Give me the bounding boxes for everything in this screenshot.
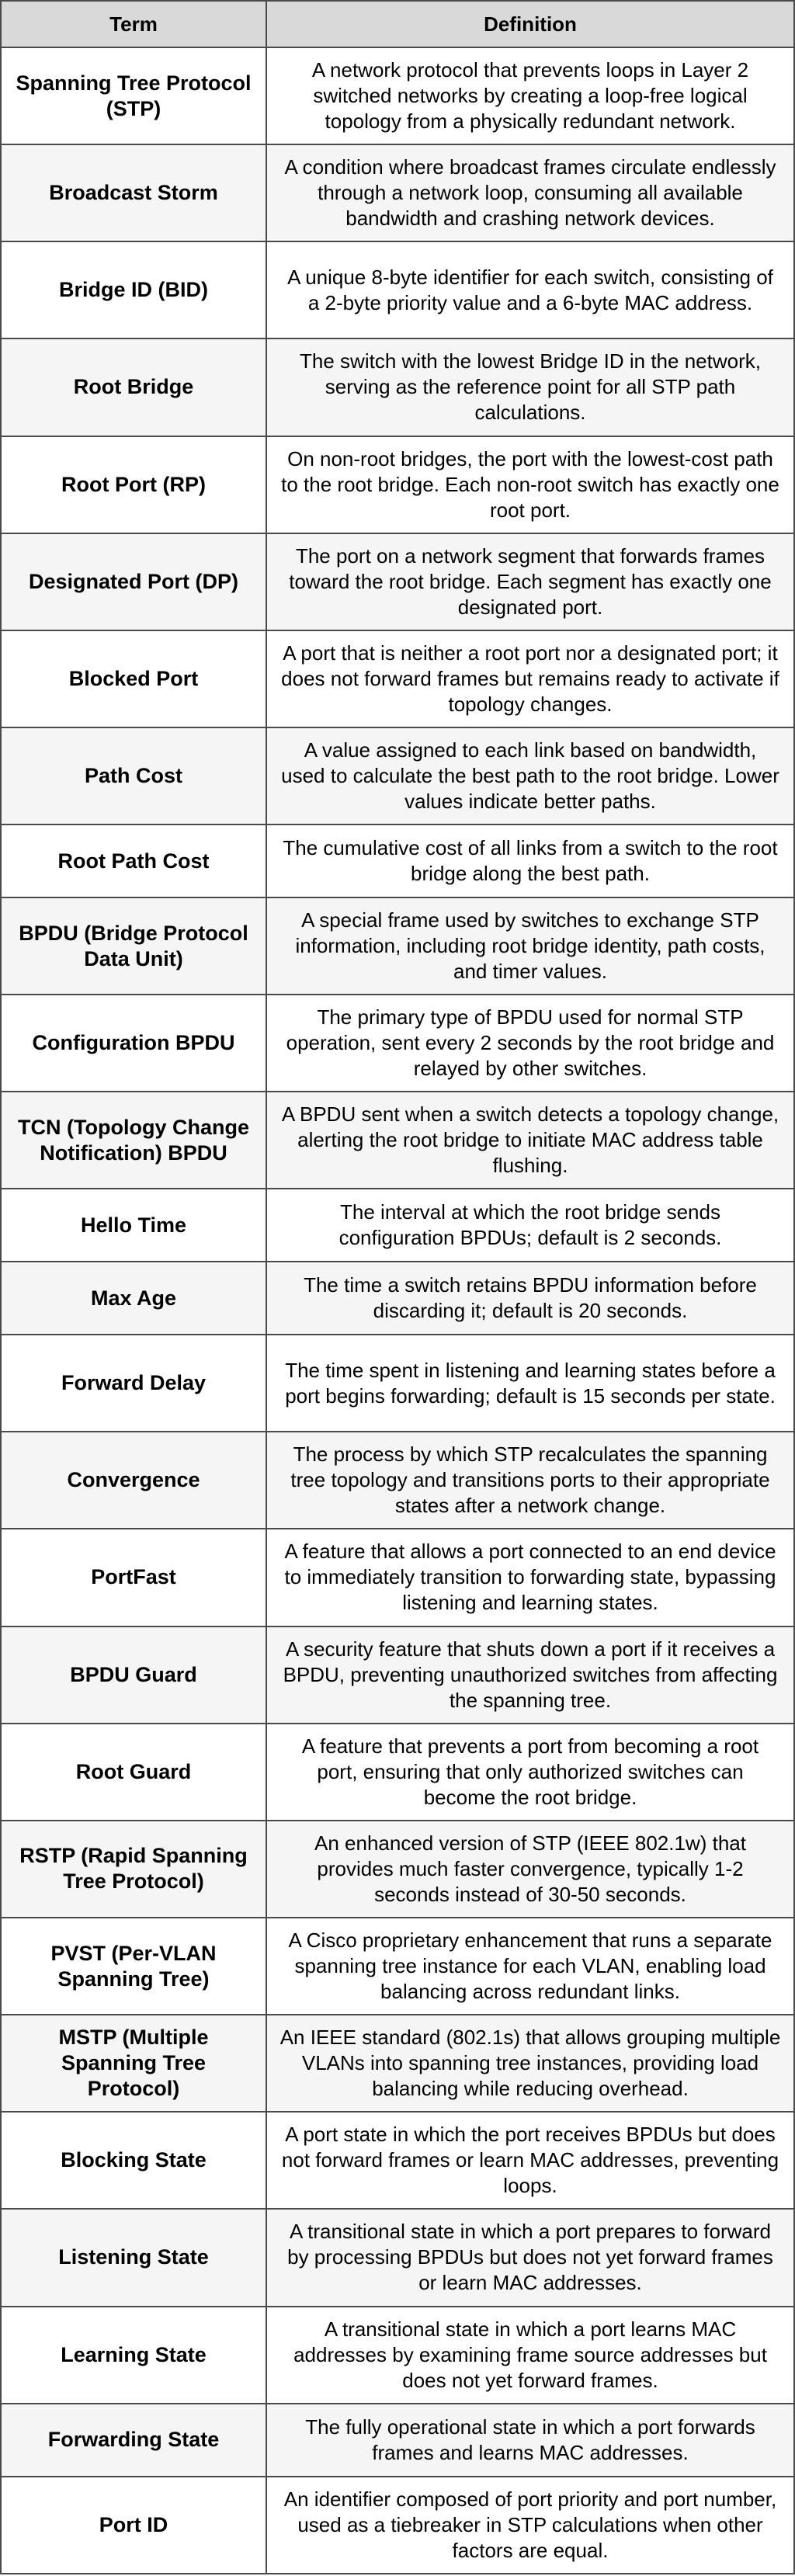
table-row [1,2477,794,2574]
term-cell: Root Path Cost [1,825,266,897]
definition-cell: On non-root bridges, the port with the lowest-cost path to the root bridge. Each non-root switch has exactly one root port. [266,436,794,533]
term-cell: Path Cost [1,727,266,825]
term-cell: PVST (Per-VLAN Spanning Tree) [1,1918,266,2015]
definition-cell: A BPDU sent when a switch detects a topology change, alerting the root bridge to initiate MAC address table flushing. [266,1092,794,1189]
table-row [1,1918,794,2015]
table-row [1,2209,794,2306]
definition-cell: A port state in which the port receives BPDUs but does not forward frames or learn MAC addresses, preventing loops. [266,2112,794,2209]
table-row [1,1724,794,1821]
definition-cell: A network protocol that prevents loops in Layer 2 switched networks by creating a loop-free logical topology from a physically redundant network. [266,47,794,144]
term-cell: RSTP (Rapid Spanning Tree Protocol) [1,1821,266,1918]
table-row [1,533,794,630]
header-row [1,1,794,47]
definition-cell: An IEEE standard (802.1s) that allows grouping multiple VLANs into spanning tree instances, providing load balancing while reducing overhead. [266,2015,794,2112]
definition-cell: A unique 8-byte identifier for each switch, consisting of a 2-byte priority value and a 6-byte MAC address. [266,241,794,338]
table-row [1,630,794,727]
term-column-header: Term [1,1,266,47]
table-body [1,47,794,2574]
term-cell: BPDU Guard [1,1626,266,1724]
term-cell: Configuration BPDU [1,995,266,1092]
definition-cell: A value assigned to each link based on bandwidth, used to calculate the best path to the root bridge. Lower values indicate better paths. [266,727,794,825]
term-cell: Blocked Port [1,630,266,727]
term-cell: Root Bridge [1,338,266,436]
definition-cell: The interval at which the root bridge sends configuration BPDUs; default is 2 seconds. [266,1189,794,1262]
definition-cell: A port that is neither a root port nor a designated port; it does not forward frames but remains ready to activate if topology changes. [266,630,794,727]
table-header [1,1,794,47]
term-cell: Spanning Tree Protocol (STP) [1,47,266,144]
table-row [1,1821,794,1918]
table-row [1,1092,794,1189]
table-row [1,897,794,995]
table-row [1,1189,794,1262]
table-row [1,2015,794,2112]
term-cell: Convergence [1,1432,266,1529]
term-cell: Root Guard [1,1724,266,1821]
definition-cell: A transitional state in which a port learns MAC addresses by examining frame source addresses but does not yet forward frames. [266,2307,794,2404]
table-row [1,1432,794,1529]
table-row [1,727,794,825]
term-cell: MSTP (Multiple Spanning Tree Protocol) [1,2015,266,2112]
table-row [1,1335,794,1432]
table-row [1,338,794,436]
term-cell: Blocking State [1,2112,266,2209]
definition-cell: A Cisco proprietary enhancement that runs a separate spanning tree instance for each VLAN, enabling load balancing across redundant links. [266,1918,794,2015]
definition-cell: The port on a network segment that forwards frames toward the root bridge. Each segment has exactly one designated port. [266,533,794,630]
term-cell: Forward Delay [1,1335,266,1432]
definition-cell: The fully operational state in which a port forwards frames and learns MAC addresses. [266,2404,794,2477]
definition-cell: A security feature that shuts down a port if it receives a BPDU, preventing unauthorized switches from affecting the spanning tree. [266,1626,794,1724]
definition-cell: The switch with the lowest Bridge ID in the network, serving as the reference point for all STP path calculations. [266,338,794,436]
table-row [1,1529,794,1626]
definition-cell: The time spent in listening and learning states before a port begins forwarding; default is 15 seconds per state. [266,1335,794,1432]
term-cell: Max Age [1,1262,266,1335]
definition-cell: A feature that allows a port connected to an end device to immediately transition to forwarding state, bypassing listening and learning states. [266,1529,794,1626]
table-row [1,2112,794,2209]
table-row [1,436,794,533]
definition-cell: An identifier composed of port priority and port number, used as a tiebreaker in STP calculations when other factors are equal. [266,2477,794,2574]
definition-cell: A special frame used by switches to exchange STP information, including root bridge identity, path costs, and timer values. [266,897,794,995]
definition-cell: The cumulative cost of all links from a switch to the root bridge along the best path. [266,825,794,897]
table-row [1,241,794,338]
term-cell: Hello Time [1,1189,266,1262]
term-cell: Listening State [1,2209,266,2306]
table-row [1,47,794,144]
definition-cell: A feature that prevents a port from becoming a root port, ensuring that only authorized switches can become the root bridge. [266,1724,794,1821]
term-cell: Root Port (RP) [1,436,266,533]
table-row [1,1626,794,1724]
definition-cell: The time a switch retains BPDU information before discarding it; default is 20 seconds. [266,1262,794,1335]
term-cell: TCN (Topology Change Notification) BPDU [1,1092,266,1189]
term-cell: Port ID [1,2477,266,2574]
term-cell: Forwarding State [1,2404,266,2477]
definition-cell: A transitional state in which a port prepares to forward by processing BPDUs but does not yet forward frames or learn MAC addresses. [266,2209,794,2306]
table-row [1,995,794,1092]
term-cell: Learning State [1,2307,266,2404]
term-cell: Designated Port (DP) [1,533,266,630]
table-row [1,825,794,897]
definition-cell: The process by which STP recalculates the spanning tree topology and transitions ports to their appropriate states after a network change. [266,1432,794,1529]
definition-cell: An enhanced version of STP (IEEE 802.1w) that provides much faster convergence, typically 1-2 seconds instead of 30-50 seconds. [266,1821,794,1918]
term-cell: Bridge ID (BID) [1,241,266,338]
term-cell: BPDU (Bridge Protocol Data Unit) [1,897,266,995]
table-row [1,1262,794,1335]
term-cell: PortFast [1,1529,266,1626]
table-row [1,2307,794,2404]
definition-cell: A condition where broadcast frames circulate endlessly through a network loop, consuming all available bandwidth and crashing network devices. [266,144,794,241]
table-row [1,144,794,241]
table-row [1,2404,794,2477]
term-cell: Broadcast Storm [1,144,266,241]
definition-column-header: Definition [266,1,794,47]
definition-cell: The primary type of BPDU used for normal STP operation, sent every 2 seconds by the root bridge and relayed by other switches. [266,995,794,1092]
